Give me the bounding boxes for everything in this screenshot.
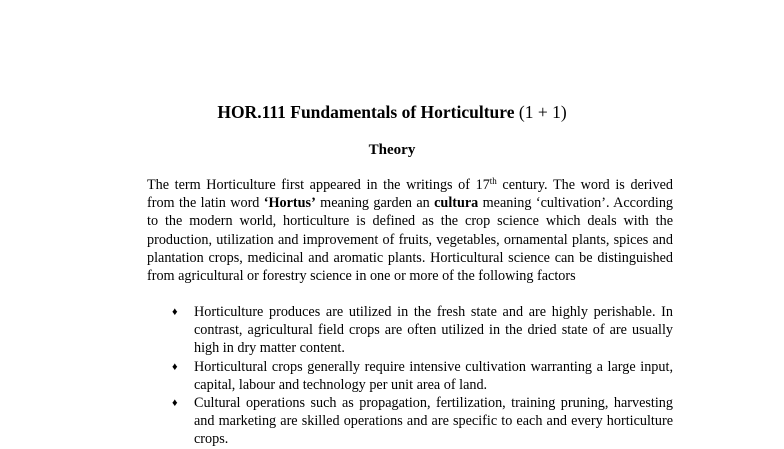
list-item-text: Horticultural crops generally require intensive cultivation warranting a large input, capital, labour and technology per unit area of land.	[194, 358, 673, 393]
intro-text-3: meaning garden an	[315, 195, 435, 212]
term-hortus: ‘Hortus’	[263, 195, 316, 212]
term-cultura: cultura	[434, 195, 479, 212]
list-item	[147, 303, 673, 358]
diamond-bullet-icon: ♦	[172, 360, 178, 373]
credit-hours: (1 + 1)	[514, 102, 567, 122]
course-code-title: HOR.111 Fundamentals of Horticulture	[217, 102, 515, 122]
ordinal-suffix: th	[489, 176, 497, 186]
intro-text-2: century. The word is derived from the latin word	[147, 177, 673, 212]
factors-list	[147, 303, 673, 449]
document-title	[0, 101, 784, 123]
intro-text-1: The term Horticulture first appeared in the writings of 17	[147, 177, 490, 193]
diamond-bullet-icon: ♦	[172, 397, 178, 410]
list-item-text: Cultural operations such as propagation, fertilization, training pruning, harvesting and marketing are skilled operations and are specific to each and every horticulture crops.	[194, 395, 673, 448]
intro-paragraph	[147, 176, 673, 285]
diamond-bullet-icon: ♦	[172, 306, 178, 318]
list-item	[147, 394, 673, 449]
intro-text-4: meaning ‘cultivation’. According to the modern world, horticulture is defined as the crop science which deals with the production, utilization and improvement of fruits, vegetables, ornamental plants, spices and plantation crops, medicinal and aromatic plants. Horticultural science can be distinguished from agricultural or forestry science in one or more of the following factors	[147, 195, 674, 285]
list-item-text: Horticulture produces are utilized in the fresh state and are highly perishable. In contrast, agricultural field crops are often utilized in the dried state of are usually high in dry matter content.	[194, 304, 673, 357]
list-item	[147, 358, 673, 394]
section-heading: Theory	[368, 142, 416, 158]
